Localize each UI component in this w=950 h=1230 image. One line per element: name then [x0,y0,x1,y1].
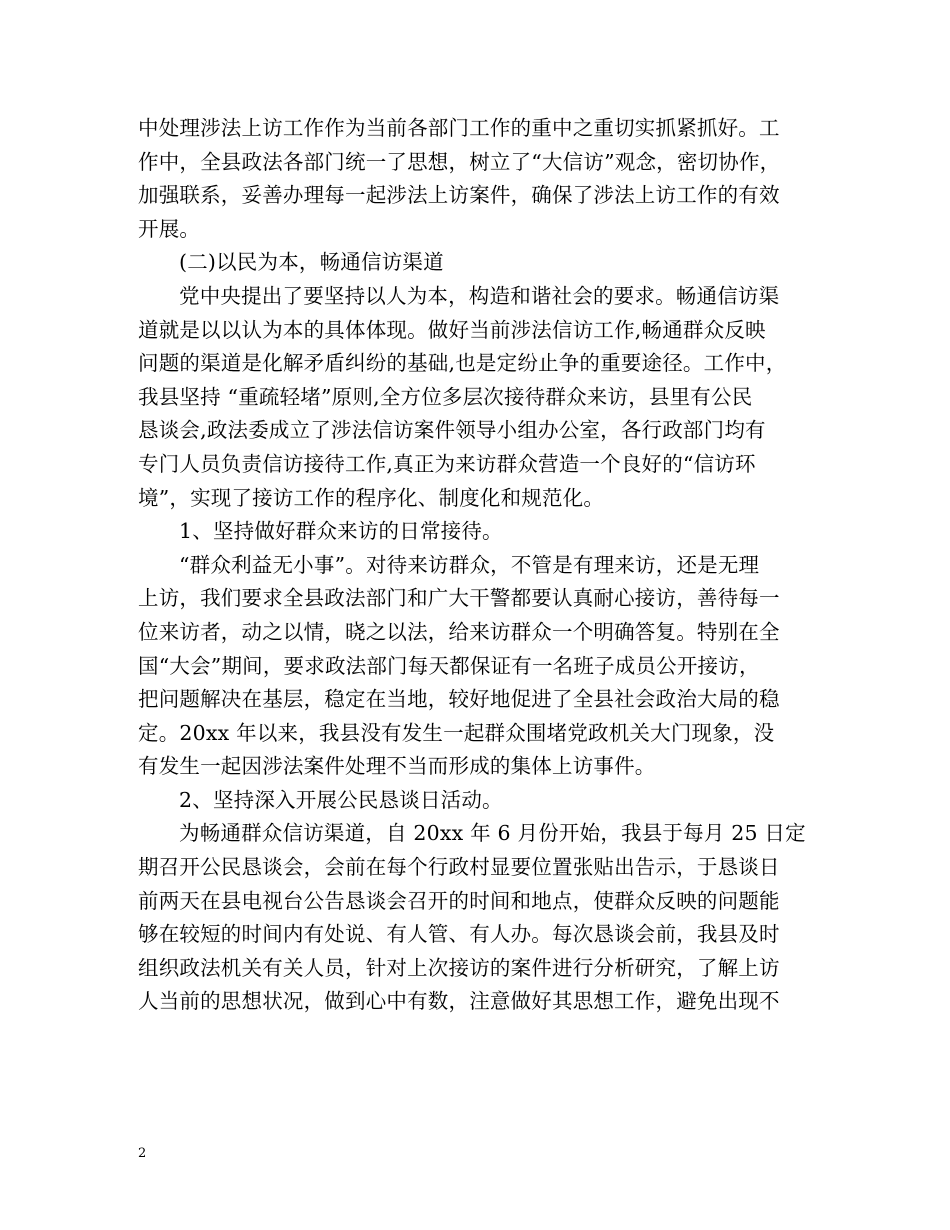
text-line: 组织政法机关有关人员，针对上次接访的案件进行分析研究，了解上访 [138,955,780,980]
text-line: 为畅通群众信访渠道，自 20xx 年 6 月份开始，我县于每月 25 日定 [179,821,806,846]
text-line: 2、坚持深入开展公民恳谈日活动。 [179,787,503,812]
text-line: 定。20xx 年以来，我县没有发生一起群众围堵党政机关大门现象，没 [138,720,775,745]
document-body [138,112,814,1019]
text-line: 加强联系，妥善办理每一起涉法上访案件，确保了涉法上访工作的有效 [138,183,780,208]
text-line: 有发生一起因涉法案件处理不当而形成的集体上访事件。 [138,754,656,779]
paragraph [138,549,814,784]
text-line: 够在较短的时间内有处说、有人管、有人办。每次恳谈会前，我县及时 [138,922,780,947]
paragraph [138,280,814,515]
text-line: 问题的渠道是化解矛盾纠纷的基础,也是定纷止争的重要途径。工作中， [138,351,787,376]
paragraph [138,112,814,246]
paragraph [138,246,814,280]
text-line: 我县坚持 “重疏轻堵”原则,全方位多层次接待群众来访，县里有公民 [138,384,753,409]
text-line: 专门人员负责信访接待工作,真正为来访群众营造一个良好的“信访环 [138,451,756,476]
text-line: 中处理涉法上访工作作为当前各部门工作的重中之重切实抓紧抓好。工 [138,116,780,140]
page-number: 2 [138,1146,147,1161]
text-line: (二)以民为本，畅通信访渠道 [179,250,444,275]
text-line: 党中央提出了要坚持以人为本，构造和谐社会的要求。畅通信访渠 [179,283,780,308]
text-line: 境”，实现了接访工作的程序化、制度化和规范化。 [138,485,605,510]
text-line: 开展。 [138,216,201,241]
paragraph [138,515,814,549]
text-line: 1、坚持做好群众来访的日常接待。 [179,519,503,544]
text-line: 期召开公民恳谈会，会前在每个行政村显要位置张贴出告示，于恳谈日 [138,855,780,880]
text-line: 前两天在县电视台公告恳谈会召开的时间和地点，使群众反映的问题能 [138,888,780,913]
text-line: 把问题解决在基层，稳定在当地，较好地促进了全县社会政治大局的稳 [138,687,780,712]
paragraph [138,784,814,818]
text-line: 人当前的思想状况，做到心中有数，注意做好其思想工作，避免出现不 [138,989,780,1014]
text-line: 恳谈会,政法委成立了涉法信访案件领导小组办公室，各行政部门均有 [138,418,766,443]
text-line: 国“大会”期间，要求政法部门每天都保证有一名班子成员公开接访， [138,653,760,678]
text-line: 上访，我们要求全县政法部门和广大干警都要认真耐心接访，善待每一 [138,586,780,611]
text-line: 位来访者，动之以情，晓之以法，给来访群众一个明确答复。特别在全 [138,619,780,644]
paragraph [138,817,814,1019]
text-line: 作中，全县政法各部门统一了思想，树立了“大信访”观念，密切协作， [138,149,781,174]
text-line: 道就是以以认为本的具体体现。做好当前涉法信访工作,畅通群众反映 [138,317,766,342]
text-line: “群众利益无小事”。对待来访群众，不管是有理来访，还是无理 [179,552,760,577]
